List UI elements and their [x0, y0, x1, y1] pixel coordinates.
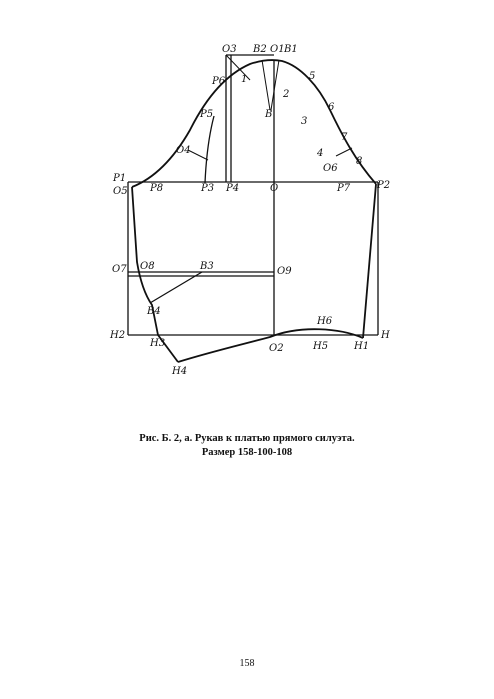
label-4: 4: [317, 148, 324, 159]
label-O8: O8: [140, 261, 155, 272]
sleeve-cap-curve: [132, 60, 376, 187]
figure-caption-line2: Размер 158-100-108: [201, 447, 293, 458]
label-P4: P4: [226, 183, 240, 194]
label-B1: B1: [284, 44, 298, 55]
label-O3: O3: [222, 44, 237, 55]
label-P5: P5: [200, 109, 214, 120]
label-H4: H4: [172, 366, 188, 377]
label-P6: P6: [212, 76, 226, 87]
label-O: O: [270, 183, 279, 194]
label-8: 8: [356, 156, 363, 167]
label-5: 5: [309, 71, 316, 82]
figure-caption-line1: Рис. Б. 2, а. Рукав к платью прямого силуэта.: [139, 433, 355, 444]
b-dart-left: [262, 60, 270, 110]
label-H5: H5: [313, 341, 329, 352]
label-H6: H6: [317, 316, 333, 327]
label-P2: P2: [377, 180, 391, 191]
label-O5: O5: [113, 186, 128, 197]
label-O9: O9: [277, 266, 292, 277]
label-6: 6: [328, 102, 335, 113]
label-H: H: [381, 330, 390, 341]
right-side-seam: [363, 184, 376, 338]
o4-perpendicular: [188, 150, 208, 160]
front-cap-curve: [205, 116, 214, 183]
page-number: 158: [239, 658, 255, 669]
label-P3: P3: [201, 183, 215, 194]
label-H1: H1: [354, 341, 370, 352]
label-O1: O1: [270, 44, 285, 55]
label-7: 7: [341, 132, 348, 143]
label-3: 3: [301, 116, 308, 127]
label-H3: H3: [150, 338, 166, 349]
b-dart-right: [271, 60, 279, 110]
label-B3: B3: [200, 261, 214, 272]
label-O4: O4: [176, 145, 191, 156]
left-side-seam: [132, 187, 178, 362]
label-H2: H2: [110, 330, 126, 341]
label-P7: P7: [337, 183, 351, 194]
label-O6: O6: [323, 163, 338, 174]
label-P1: P1: [113, 173, 127, 184]
label-B: B: [265, 109, 273, 120]
label-O2: O2: [269, 343, 284, 354]
label-O7: O7: [112, 264, 127, 275]
label-1: 1: [241, 74, 248, 85]
label-2: 2: [283, 89, 290, 100]
label-B4: B4: [147, 306, 161, 317]
label-B2: B2: [253, 44, 267, 55]
o6-perpendicular: [336, 148, 352, 156]
label-P8: P8: [150, 183, 164, 194]
